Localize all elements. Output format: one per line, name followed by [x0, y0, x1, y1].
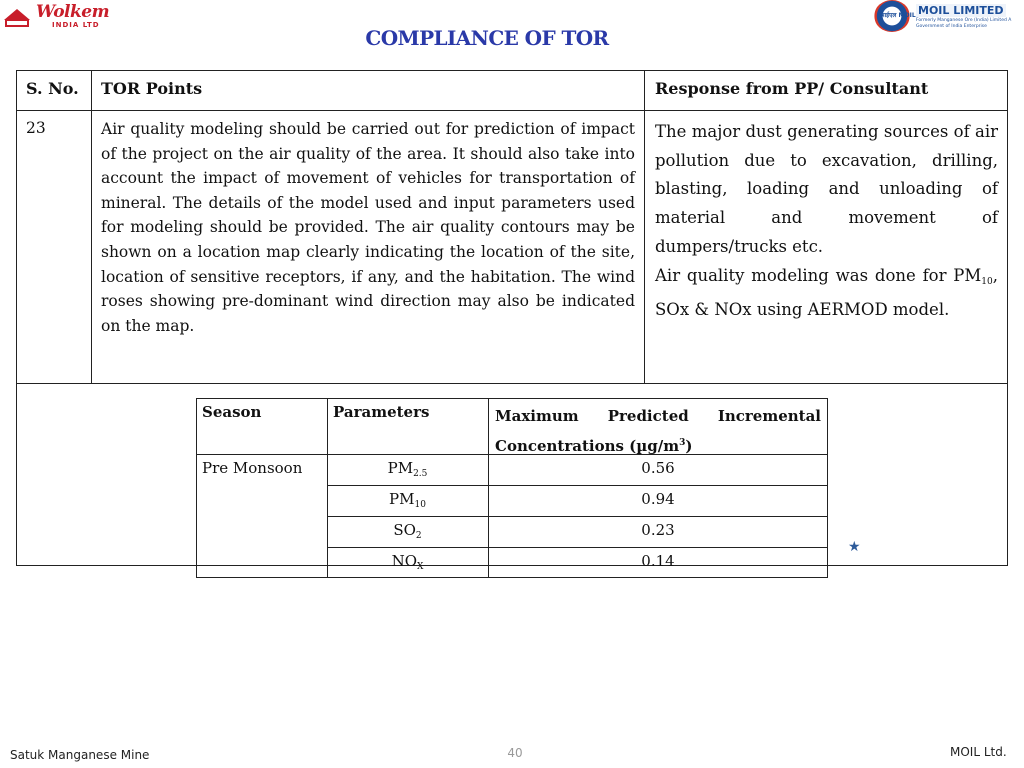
response-paragraph-1: The major dust generating sources of air pollution due to excavation, drilling, blasting, loading and unloading of material and movement of dumpers/trucks etc. — [655, 122, 998, 256]
conc-table-border — [327, 516, 828, 517]
conc-param-sub: 2.5 — [413, 469, 428, 479]
concentration-table — [196, 398, 828, 578]
conc-header-max-b: Concentrations (µg/m — [495, 437, 680, 455]
conc-table-border — [827, 398, 828, 578]
tor-point-text: Air quality modeling should be carried out for prediction of impact of the project on the air quality of the area. It should also take into account the impact of movement of vehicles for transportation of mineral. The details of the model used and input parameters used for modeling should be provided. The air quality contours may be shown on a location map clearly indicating the location of the site, location of sensitive receptors, if any, and the habitation. The wind roses showing pre-dominant wind direction may also be indicated on the map. — [101, 120, 635, 335]
header-tor-points: TOR Points — [101, 79, 203, 98]
conc-param — [327, 552, 488, 572]
footer-project-name: Satuk Manganese Mine — [10, 748, 150, 762]
row-sno: 23 — [26, 119, 46, 137]
conc-header-max-word: Predicted — [607, 407, 689, 425]
conc-table-border — [196, 577, 828, 578]
response-p2-a: Air quality modeling was done for PM — [655, 265, 982, 285]
conc-header-max-c: ) — [685, 437, 693, 455]
conc-header-max-line1 — [495, 403, 821, 430]
conc-value: 0.56 — [641, 459, 675, 477]
conc-header-parameters: Parameters — [333, 403, 430, 421]
conc-param-base: NO — [391, 552, 417, 570]
conc-param — [327, 521, 488, 541]
wolkem-logo-sub: INDIA LTD — [52, 21, 100, 29]
moil-logo-tagline: Formerly Manganese Ore (India) Limited A Government of India Enterprise — [916, 18, 1012, 29]
conc-param-sub: 10 — [414, 500, 426, 510]
conc-value: 0.94 — [641, 490, 675, 508]
table-divider — [644, 71, 645, 384]
moil-logo-name: MOIL LIMITED — [918, 4, 1004, 17]
conc-header-max-line2 — [495, 430, 821, 460]
moil-emblem-text: आईएल MOIL — [880, 12, 916, 19]
header-response: Response from PP/ Consultant — [655, 79, 929, 98]
conc-header-max-word: Incremental — [717, 407, 821, 425]
response-text — [655, 118, 998, 325]
conc-header-max-sup: 3 — [679, 438, 686, 448]
conc-table-border — [488, 398, 489, 578]
conc-param-sub: 2 — [415, 531, 422, 541]
conc-param-sub: X — [417, 562, 424, 572]
conc-param — [327, 459, 488, 479]
season-pre-monsoon: Pre Monsoon — [202, 459, 303, 477]
conc-table-border — [196, 398, 828, 399]
wolkem-logo-mark-icon — [2, 6, 32, 28]
conc-param — [327, 490, 488, 510]
conc-table-border — [327, 547, 828, 548]
footer-company: MOIL Ltd. — [950, 745, 1007, 759]
table-divider — [17, 383, 1007, 384]
conc-value: 0.14 — [641, 552, 675, 570]
response-paragraph-2 — [655, 262, 998, 325]
table-divider — [17, 110, 1007, 111]
conc-header-max — [495, 403, 821, 460]
conc-header-season: Season — [202, 403, 262, 421]
response-p2-sub: 10 — [981, 276, 993, 287]
wolkem-logo-word: Wolkem — [36, 2, 110, 22]
conc-table-border — [327, 485, 828, 486]
table-divider — [91, 71, 92, 384]
page-number: 40 — [507, 746, 523, 760]
conc-header-max-word: Maximum — [495, 407, 579, 425]
conc-param-base: PM — [389, 490, 415, 508]
conc-table-border — [327, 398, 328, 578]
header-sno: S. No. — [26, 79, 79, 98]
conc-param-base: SO — [393, 521, 416, 539]
conc-table-border — [196, 398, 197, 578]
conc-param-base: PM — [387, 459, 414, 477]
page-title: COMPLIANCE OF TOR — [365, 26, 609, 50]
response-p2-b: , SOx & NOx using AERMOD model. — [655, 265, 998, 320]
conc-value: 0.23 — [641, 521, 675, 539]
star-icon: ★ — [848, 539, 861, 555]
